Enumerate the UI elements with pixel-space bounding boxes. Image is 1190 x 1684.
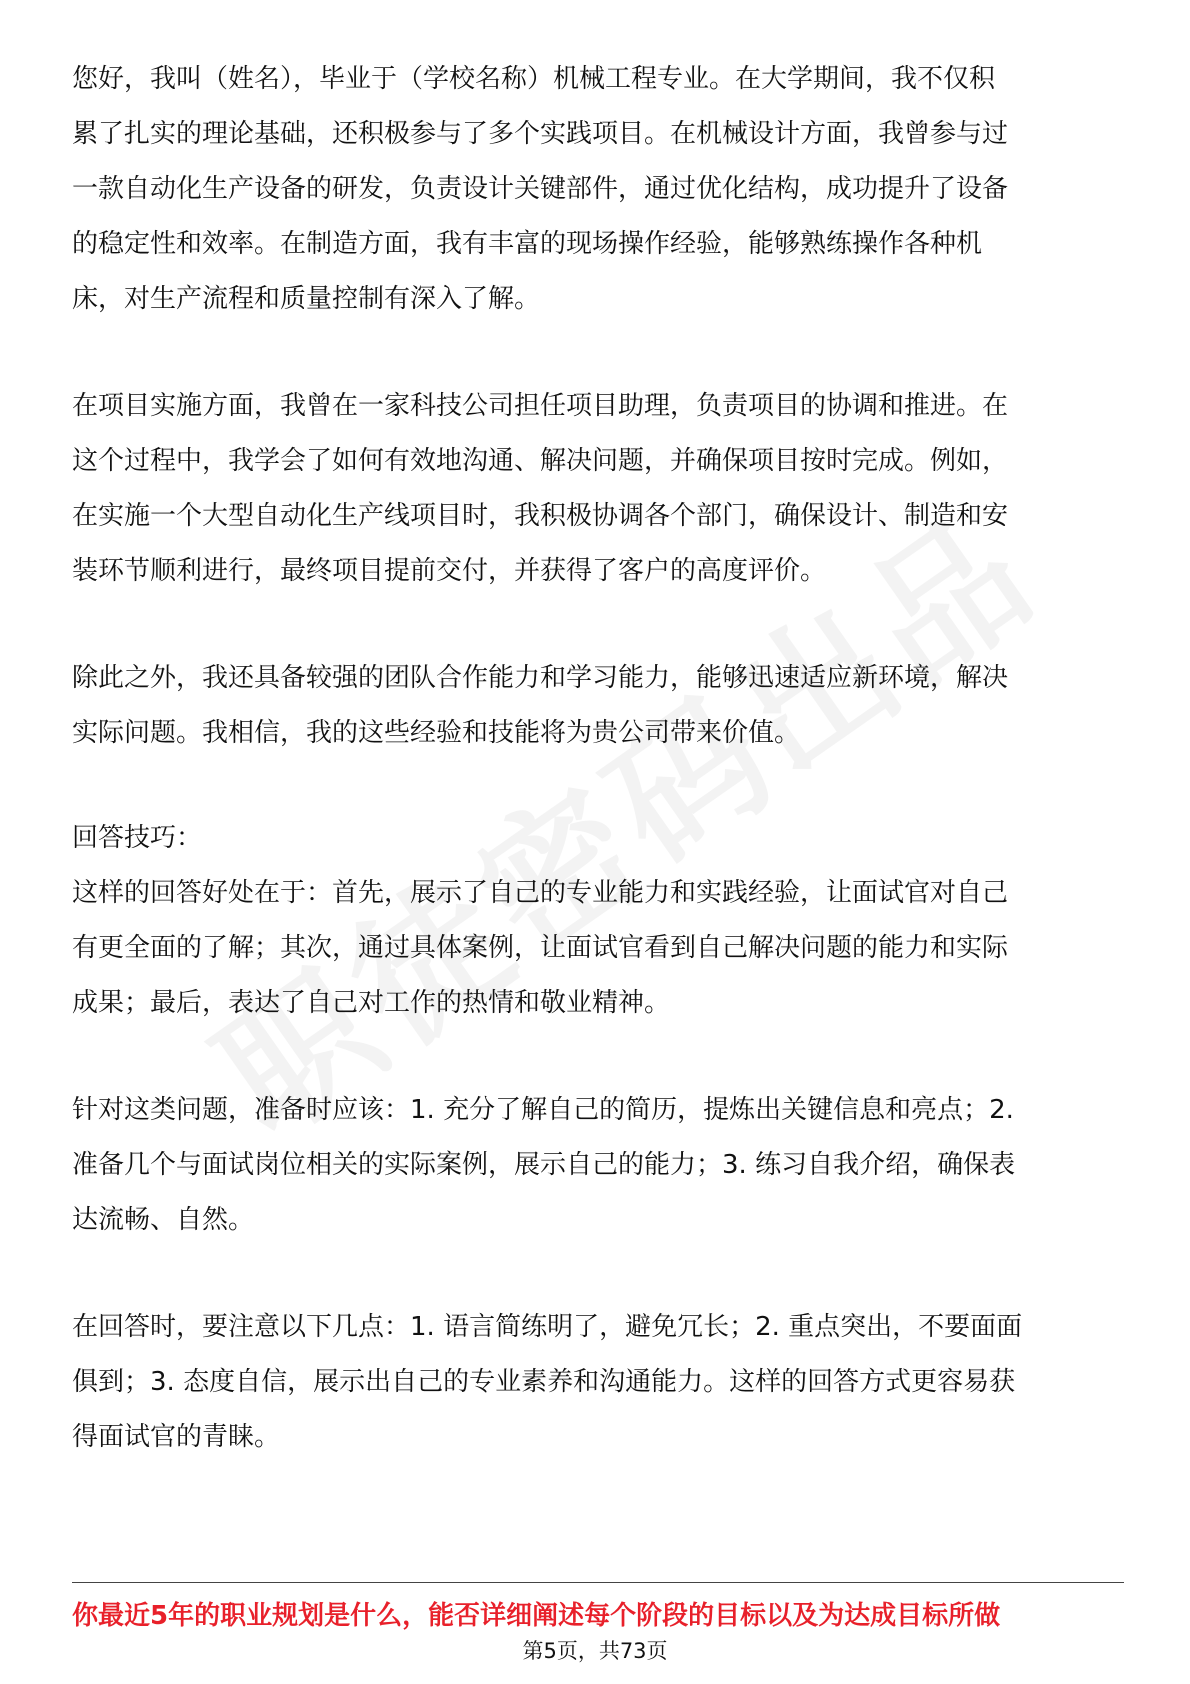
preparation-paragraph: 针对这类问题，准备时应该：1. 充分了解自己的简历，提炼出关键信息和亮点；2. 准备几个与面试岗位相关的实际案例，展示自己的能力；3. 练习自我介绍，确保表 达流畅、自然。 bbox=[72, 1095, 1016, 1235]
page-number: 第5页，共73页 bbox=[522, 1639, 668, 1663]
intro-paragraph: 您好，我叫（姓名），毕业于（学校名称）机械工程专业。在大学期间，我不仅积 累了扎实的理论基础，还积极参与了多个实践项目。在机械设计方面，我曾参与过 一款自动化生产设备的研发，负责设计关键部件，通过优化结构，成功提升了设备 的稳定性和效率。在制造方面，我有丰富的现场操作经验，能够熟练操作各种机 床，对生产流程和质量控制有深入了解。 bbox=[72, 64, 1009, 314]
document-body bbox=[72, 52, 1122, 1465]
section-divider bbox=[72, 1582, 1124, 1583]
paragraph-gap bbox=[72, 599, 1122, 651]
tips-paragraph: 这样的回答好处在于：首先，展示了自己的专业能力和实践经验，让面试官对自己 有更全面的了解；其次，通过具体案例，让面试官看到自己解决问题的能力和实际 成果；最后，表达了自己对工作的热情和敬业精神。 bbox=[72, 878, 1009, 1018]
tips-heading: 回答技巧： bbox=[72, 823, 203, 853]
skills-paragraph: 除此之外，我还具备较强的团队合作能力和学习能力，能够迅速适应新环境，解决 实际问题。我相信，我的这些经验和技能将为贵公司带来价值。 bbox=[72, 663, 1009, 748]
paragraph-gap bbox=[72, 1031, 1122, 1083]
next-question-heading: 你最近5年的职业规划是什么，能否详细阐述每个阶段的目标以及为达成目标所做 bbox=[72, 1601, 1001, 1631]
paragraph-gap bbox=[72, 761, 1122, 811]
attention-paragraph: 在回答时，要注意以下几点：1. 语言简练明了，避免冗长；2. 重点突出，不要面面 俱到；3. 态度自信，展示出自己的专业素养和沟通能力。这样的回答方式更容易获 得面试官的青睐。 bbox=[72, 1312, 1023, 1452]
paragraph-gap bbox=[72, 327, 1122, 379]
project-paragraph: 在项目实施方面，我曾在一家科技公司担任项目助理，负责项目的协调和推进。在 这个过程中，我学会了如何有效地沟通、解决问题，并确保项目按时完成。例如， 在实施一个大型自动化生产线项目时，我积极协调各个部门，确保设计、制造和安 装环节顺利进行，最终项目提前交付，并获得了客户的高度评价。 bbox=[72, 391, 1009, 586]
paragraph-gap bbox=[72, 1248, 1122, 1300]
